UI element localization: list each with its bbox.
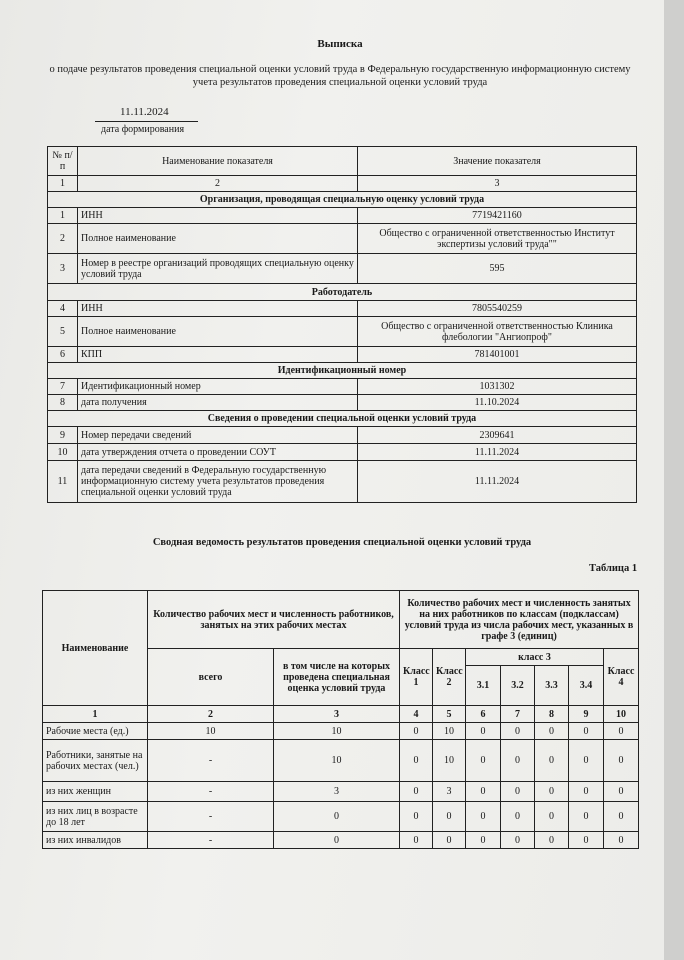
formation-date: 11.11.2024 <box>120 106 169 118</box>
col-name-header: Наименование <box>43 591 148 706</box>
table-row: из них лиц в возрасте до 18 лет - 0 0 0 0 0 0 0 0 <box>43 802 639 832</box>
table-row: 4 ИНН 7805540259 <box>48 301 637 317</box>
table-row: 10 дата утверждения отчета о проведении СОУТ 11.11.2024 <box>48 444 637 461</box>
table-header-row <box>48 147 637 176</box>
submission-details-table <box>47 146 637 503</box>
table-row: из них женщин - 3 0 3 0 0 0 0 0 <box>43 782 639 802</box>
table-row: 8 дата получения 11.10.2024 <box>48 395 637 411</box>
summary-header-row <box>43 591 639 649</box>
table-row: 9 Номер передачи сведений 2309641 <box>48 427 637 444</box>
col-classes-header: Количество рабочих мест и численность занятых на них работников по классам (подклассам) условий труда из числа рабочих мест, указанных в графе 3 (единиц) <box>400 591 639 649</box>
table-row: 11 дата передачи сведений в Федеральную государственную информационную систему учета результатов проведения специальной оценки условий труда 11.11.2024 <box>48 461 637 503</box>
summary-table <box>42 590 639 849</box>
table-row: 1 ИНН 7719421160 <box>48 208 637 224</box>
section-org-heading: Организация, проводящая специальную оценку условий труда <box>48 192 637 208</box>
summary-title: Сводная ведомость результатов проведения специальной оценки условий труда <box>152 537 532 548</box>
summary-column-numbers: 1 2 3 4 5 6 7 8 9 10 <box>43 706 639 723</box>
col-count-header: Количество рабочих мест и численность работников, занятых на этих рабочих местах <box>148 591 400 649</box>
formation-date-label: дата формирования <box>101 124 185 135</box>
summary-header-row: 3.1 3.2 3.3 3.4 <box>43 666 639 706</box>
table-column-numbers: 1 2 3 <box>48 176 637 192</box>
table-row: 6 КПП 781401001 <box>48 347 637 363</box>
table-row: 3 Номер в реестре организаций проводящих специальную оценку условий труда 595 <box>48 254 637 284</box>
header-num: № п/п <box>48 147 78 176</box>
section-id-heading: Идентификационный номер <box>48 363 637 379</box>
col-class3-header: класс 3 <box>466 649 604 666</box>
table-row: Рабочие места (ед.) 10 10 0 10 0 0 0 0 0 <box>43 723 639 740</box>
col-class1-header: Класс 1 <box>400 649 433 706</box>
table-row: 7 Идентификационный номер 1031302 <box>48 379 637 395</box>
header-value: Значение показателя <box>358 147 637 176</box>
header-indicator: Наименование показателя <box>78 147 358 176</box>
col-assessed-header: в том числе на которых проведена специальная оценка условий труда <box>274 649 400 706</box>
table-row: 5 Полное наименование Общество с ограниченной ответственностью Клиника флебологии "Ангиопроф" <box>48 317 637 347</box>
table-row: 2 Полное наименование Общество с ограниченной ответственностью Институт экспертизы условий труда"" <box>48 224 637 254</box>
document-subtitle: о подаче результатов проведения специальной оценки условий труда в Федеральную государственную информационную систему учета результатов проведения специальной оценки условий труда <box>49 64 631 88</box>
col-total-header: всего <box>148 649 274 706</box>
section-info-heading: Сведения о проведении специальной оценки условий труда <box>48 411 637 427</box>
table-label: Таблица 1 <box>589 563 638 574</box>
document-title: Выписка <box>317 38 363 50</box>
date-underline <box>95 121 198 122</box>
table-row: Работники, занятые на рабочих местах (чел.) - 10 0 10 0 0 0 0 0 <box>43 740 639 782</box>
table-row: из них инвалидов - 0 0 0 0 0 0 0 0 <box>43 832 639 849</box>
section-employer-heading: Работодатель <box>48 284 637 301</box>
col-class4-header: Класс 4 <box>604 649 639 706</box>
col-class2-header: Класс 2 <box>433 649 466 706</box>
